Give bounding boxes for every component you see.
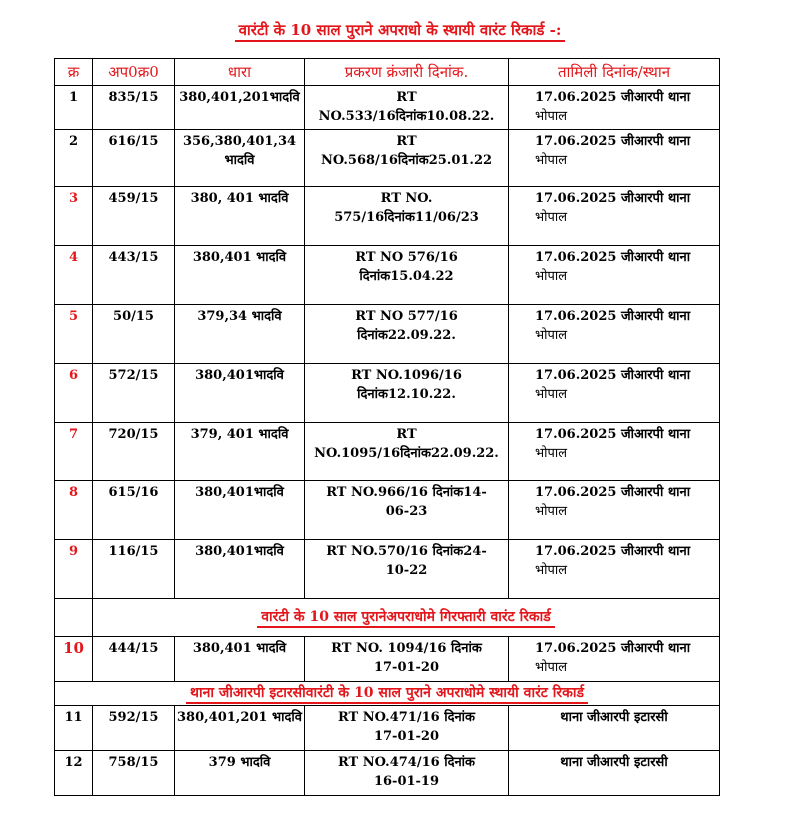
- row-number: 8: [55, 481, 93, 540]
- document-title: वारंटी के 10 साल पुराने अपराधो के स्थायी वारंट रिकार्ड -:: [0, 20, 800, 40]
- service-cell: 17.06.2025 जीआरपी थाना भोपाल: [509, 637, 720, 682]
- header-case-date: प्रकरण क्रंजारी दिनांक.: [305, 59, 509, 86]
- service-cell: 17.06.2025 जीआरपी थाना भोपाल: [509, 187, 720, 246]
- crime-number: 50/15: [93, 305, 175, 364]
- row-number: 11: [55, 706, 93, 751]
- row-number: 7: [55, 423, 93, 481]
- service-place: थाना जीआरपी इटारसी: [509, 751, 720, 796]
- service-cell: 17.06.2025 जीआरपी थाना भोपाल: [509, 305, 720, 364]
- table-row: [55, 637, 720, 682]
- crime-number: 758/15: [93, 751, 175, 796]
- case-cell: RT NO.533/16दिनांक10.08.22.: [305, 86, 509, 130]
- section-title-itarsi: थाना जीआरपी इटारसीवारंटी के 10 साल पुराने अपराधोमे स्थायी वारंट रिकार्ड: [55, 682, 720, 706]
- case-cell: RT NO 577/16 दिनांक22.09.22.: [305, 305, 509, 364]
- crime-number: 720/15: [93, 423, 175, 481]
- table-row: [55, 706, 720, 751]
- service-cell: 17.06.2025 जीआरपी थाना भोपाल: [509, 246, 720, 305]
- section-text: 380,401भादवि: [175, 481, 305, 540]
- service-cell: 17.06.2025 जीआरपी थाना भोपाल: [509, 481, 720, 540]
- service-cell: 17.06.2025 जीआरपी थाना भोपाल: [509, 364, 720, 423]
- table-row: [55, 540, 720, 599]
- row-number: 2: [55, 130, 93, 187]
- section-text: 379, 401 भादवि: [175, 423, 305, 481]
- case-cell: RT NO.1096/16 दिनांक12.10.22.: [305, 364, 509, 423]
- service-place: थाना जीआरपी इटारसी: [509, 706, 720, 751]
- header-service-date-place: तामिली दिनांक/स्थान: [509, 59, 720, 86]
- crime-number: 459/15: [93, 187, 175, 246]
- crime-number: 616/15: [93, 130, 175, 187]
- row-number: 12: [55, 751, 93, 796]
- table-row: [55, 130, 720, 187]
- table-row: [55, 364, 720, 423]
- header-sno: क्र: [55, 59, 93, 86]
- case-cell: RT NO 576/16 दिनांक15.04.22: [305, 246, 509, 305]
- section-text: 380, 401 भादवि: [175, 187, 305, 246]
- section-text: 379,34 भादवि: [175, 305, 305, 364]
- section-text: 380,401,201भादवि: [175, 86, 305, 130]
- section-text: 380,401भादवि: [175, 540, 305, 599]
- section-text: 380,401 भादवि: [175, 637, 305, 682]
- service-cell: 17.06.2025 जीआरपी थाना भोपाल: [509, 540, 720, 599]
- section-heading-row: [55, 682, 720, 706]
- crime-number: 615/16: [93, 481, 175, 540]
- case-cell: RT NO. 575/16दिनांक11/06/23: [305, 187, 509, 246]
- row-number: 4: [55, 246, 93, 305]
- crime-number: 116/15: [93, 540, 175, 599]
- service-cell: 17.06.2025 जीआरपी थाना भोपाल: [509, 86, 720, 130]
- section-heading-row: [55, 599, 720, 637]
- section-text: 380,401,201 भादवि: [175, 706, 305, 751]
- section-text: 380,401 भादवि: [175, 246, 305, 305]
- section-title-arrest-warrant: वारंटी के 10 साल पुरानेअपराधोमे गिरफ्तारी वारंट रिकार्ड: [93, 599, 720, 637]
- case-cell: RT NO. 1094/16 दिनांक 17-01-20: [305, 637, 509, 682]
- case-cell: RT NO.568/16दिनांक25.01.22: [305, 130, 509, 187]
- section-text: 379 भादवि: [175, 751, 305, 796]
- case-cell: RT NO.1095/16दिनांक22.09.22.: [305, 423, 509, 481]
- crime-number: 443/15: [93, 246, 175, 305]
- row-number: 1: [55, 86, 93, 130]
- row-number: 9: [55, 540, 93, 599]
- service-cell: 17.06.2025 जीआरपी थाना भोपाल: [509, 130, 720, 187]
- table-row: [55, 246, 720, 305]
- warrant-table: [54, 58, 720, 796]
- section-text: 380,401भादवि: [175, 364, 305, 423]
- case-cell: RT NO.471/16 दिनांक 17-01-20: [305, 706, 509, 751]
- service-cell: 17.06.2025 जीआरपी थाना भोपाल: [509, 423, 720, 481]
- header-row: [55, 59, 720, 86]
- row-number: 10: [55, 637, 93, 682]
- table-row: [55, 751, 720, 796]
- row-number: 5: [55, 305, 93, 364]
- case-cell: RT NO.474/16 दिनांक 16-01-19: [305, 751, 509, 796]
- header-crime-no: अप0क्र0: [93, 59, 175, 86]
- crime-number: 572/15: [93, 364, 175, 423]
- case-cell: RT NO.570/16 दिनांक24- 10-22: [305, 540, 509, 599]
- table-row: [55, 423, 720, 481]
- crime-number: 835/15: [93, 86, 175, 130]
- crime-number: 444/15: [93, 637, 175, 682]
- table-row: [55, 187, 720, 246]
- row-number: 3: [55, 187, 93, 246]
- header-section: धारा: [175, 59, 305, 86]
- crime-number: 592/15: [93, 706, 175, 751]
- table-row: [55, 86, 720, 130]
- table-row: [55, 481, 720, 540]
- table-row: [55, 305, 720, 364]
- section-text: 356,380,401,34 भादवि: [175, 130, 305, 187]
- case-cell: RT NO.966/16 दिनांक14- 06-23: [305, 481, 509, 540]
- row-number: 6: [55, 364, 93, 423]
